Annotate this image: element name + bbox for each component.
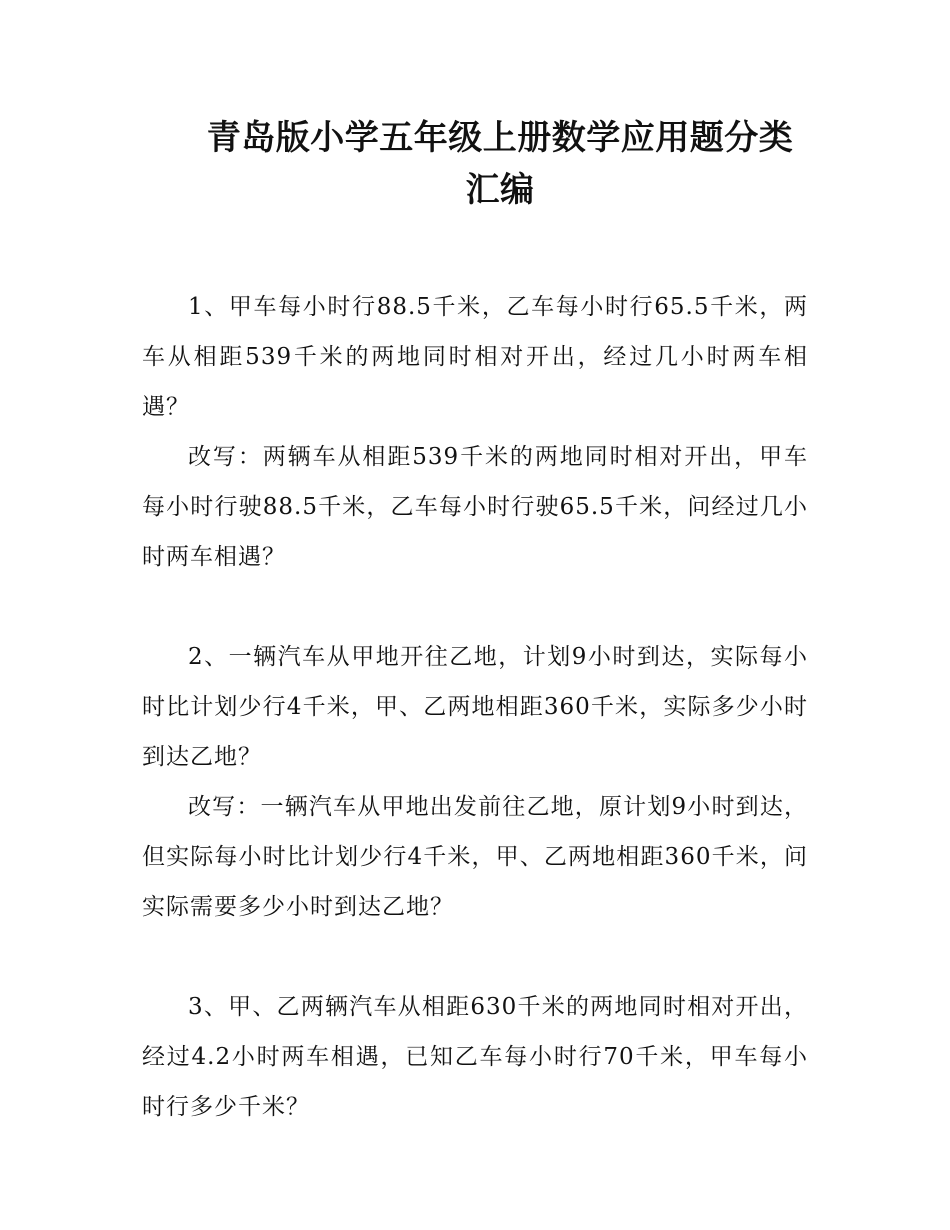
problem-1-question: 1、甲车每小时行88.5千米，乙车每小时行65.5千米，两车从相距539千米的两地同时相对开出，经过几小时两车相遇？ [142, 294, 808, 420]
problem-3 [142, 982, 808, 1132]
problem-1-rewrite: 改写：两辆车从相距539千米的两地同时相对开出，甲车每小时行驶88.5千米，乙车每小时行驶65.5千米，问经过几小时两车相遇？ [142, 444, 808, 570]
problem-2 [142, 632, 808, 932]
problem-2-question: 2、一辆汽车从甲地开往乙地，计划9小时到达，实际每小时比计划少行4千米，甲、乙两地相距360千米，实际多少小时到达乙地？ [142, 644, 808, 770]
document-page [142, 112, 808, 1182]
problem-list [142, 282, 808, 1132]
problem-1 [142, 282, 808, 582]
problem-3-question: 3、甲、乙两辆汽车从相距630千米的两地同时相对开出，经过4.2小时两车相遇，已知乙车每小时行70千米，甲车每小时行多少千米？ [142, 994, 808, 1120]
document-title: 青岛版小学五年级上册数学应用题分类汇编 [206, 118, 794, 210]
problem-2-rewrite: 改写：一辆汽车从甲地出发前往乙地，原计划9小时到达，但实际每小时比计划少行4千米，甲、乙两地相距360千米，问实际需要多少小时到达乙地？ [142, 794, 808, 920]
